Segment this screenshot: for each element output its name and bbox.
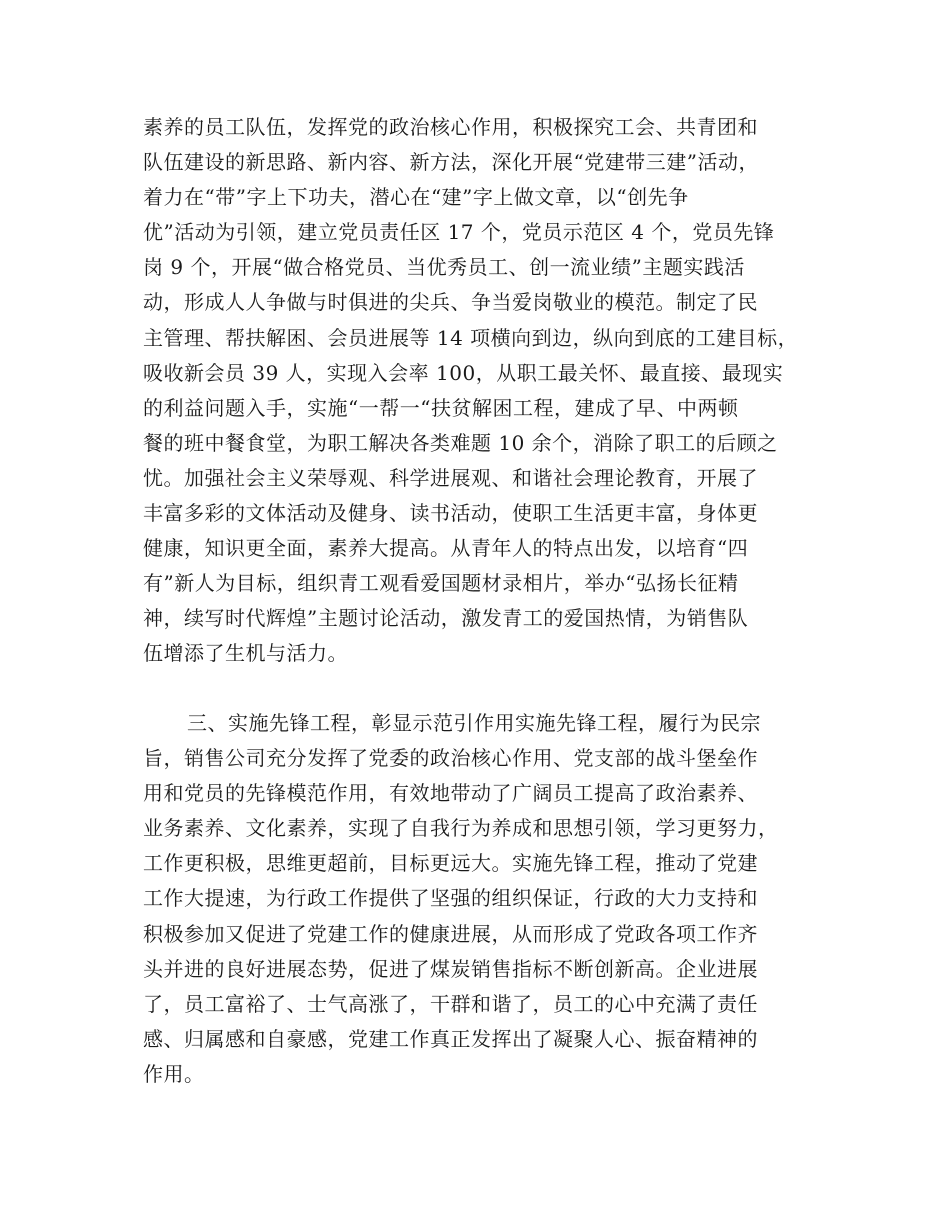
paragraph-line: 工作更积极，思维更超前，目标更远大。实施先锋工程，推动了党建 [143,851,758,876]
paragraph-2 [143,706,823,1092]
paragraph-line: 忧。加强社会主义荣辱观、科学进展观、和谐社会理论教育，开展了 [143,465,758,490]
paragraph-line: 了，员工富裕了、士气高涨了，干群和谐了，员工的心中充满了责任 [143,991,758,1016]
paragraph-line: 头并进的良好进展态势，促进了煤炭销售指标不断创新高。企业进展 [143,956,758,981]
paragraph-line: 作用。 [143,1061,205,1086]
paragraph-line: 感、归属感和自豪感，党建工作真正发挥出了凝聚人心、振奋精神的 [143,1026,758,1051]
paragraph-line: 积极参加又促进了党建工作的健康进展，从而形成了党政各项工作齐 [143,921,758,946]
paragraph-line: 动，形成人人争做与时俱进的尖兵、争当爱岗敬业的模范。制定了民 [143,290,758,315]
paragraph-line: 用和党员的先锋模范作用，有效地带动了广阔员工提高了政治素养、 [143,781,758,806]
paragraph-line: 素养的员工队伍，发挥党的政治核心作用，积极探究工会、共青团和 [143,115,758,139]
paragraph-line: 伍增添了生机与活力。 [143,641,348,666]
paragraph-line: 餐的班中餐食堂，为职工解决各类难题 10 余个，消除了职工的后顾之 [143,430,778,455]
paragraph-line: 着力在“带”字上下功夫，潜心在“建”字上做文章，以“创先争 [143,185,689,210]
paragraph-line: 优”活动为引领，建立党员责任区 17 个，党员示范区 4 个，党员先锋 [143,220,775,245]
paragraph-line: 岗 9 个，开展“做合格党员、当优秀员工、创一流业绩”主题实践活 [143,255,745,280]
paragraph-line: 的利益问题入手，实施“一帮一“扶贫解困工程，建成了早、中两顿 [143,395,739,420]
paragraph-line: 工作大提速，为行政工作提供了坚强的组织保证，行政的大力支持和 [143,886,758,911]
paragraph-line: 健康，知识更全面，素养大提高。从青年人的特点出发，以培育“四 [143,536,749,561]
paragraph-line: 神，续写时代辉煌”主题讨论活动，激发青工的爱国热情，为销售队 [143,606,749,631]
paragraph-1 [143,110,823,672]
paragraph-line: 有”新人为目标，组织青工观看爱国题材录相片，举办“弘扬长征精 [143,571,739,596]
paragraph-line: 主管理、帮扶解困、会员进展等 14 项横向到边，纵向到底的工建目标， [143,325,799,350]
paragraph-line: 丰富多彩的文体活动及健身、读书活动，使职工生活更丰富，身体更 [143,501,758,526]
paragraph-line: 队伍建设的新思路、新内容、新方法，深化开展“党建带三建”活动， [143,150,759,175]
paragraph-line: 吸收新会员 39 人，实现入会率 100，从职工最关怀、最直接、最现实 [143,360,784,385]
paragraph-line: 旨，销售公司充分发挥了党委的政治核心作用、党支部的战斗堡垒作 [143,746,758,771]
paragraph-line: 业务素养、文化素养，实现了自我行为养成和思想引领，学习更努力， [143,816,779,841]
paragraph-line: 三、实施先锋工程，彰显示范引作用实施先锋工程，履行为民宗 [187,711,761,735]
